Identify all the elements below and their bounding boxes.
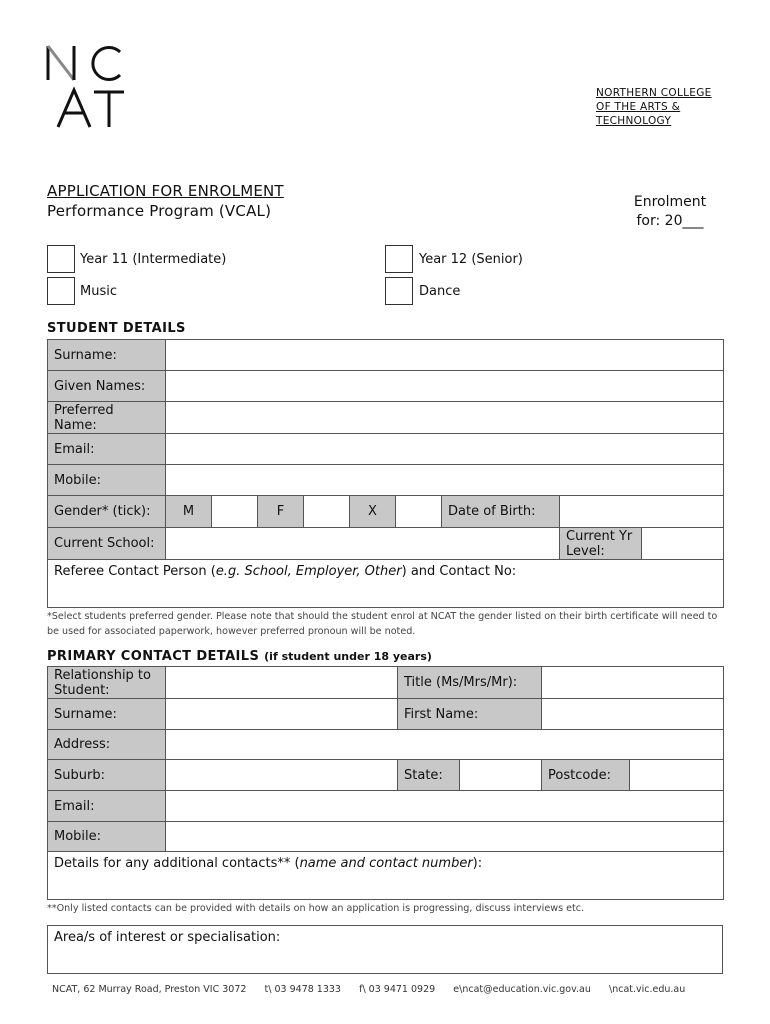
gender-x-box[interactable]	[396, 496, 442, 528]
form-title	[47, 182, 284, 222]
form-title-main: APPLICATION FOR ENROLMENT	[47, 182, 284, 200]
referee-label-end: ) and Contact No:	[401, 564, 517, 579]
current-level-label: Current Yr Level:	[560, 528, 642, 560]
contact-mobile-field[interactable]	[166, 822, 724, 852]
footer-email[interactable]: e\ncat@education.vic.gov.au	[453, 984, 591, 995]
footer-web[interactable]: \ncat.vic.edu.au	[609, 984, 686, 995]
additional-contacts-label-start: Details for any additional contacts** (	[54, 856, 300, 871]
surname-label: Surname:	[48, 340, 166, 371]
referee-label-italic: e.g. School, Employer, Other	[215, 564, 402, 579]
given-names-field[interactable]	[166, 371, 724, 402]
relationship-label: Relationship to Student:	[48, 667, 166, 699]
additional-contacts-label-italic: name and contact number	[299, 856, 473, 871]
year11-checkbox[interactable]	[47, 245, 75, 273]
address-label: Address:	[48, 730, 166, 760]
suburb-label: Suburb:	[48, 760, 166, 791]
gender-f-box[interactable]	[304, 496, 350, 528]
current-school-field[interactable]	[166, 528, 560, 560]
gender-m-label: M	[166, 496, 212, 528]
state-label: State:	[398, 760, 460, 791]
college-line-2: OF THE ARTS &	[596, 101, 681, 113]
preferred-name-label: Preferred Name:	[48, 402, 166, 434]
footer-phone: t\ 03 9478 1333	[264, 984, 341, 995]
relationship-field[interactable]	[166, 667, 398, 699]
primary-contact-heading-main: PRIMARY CONTACT DETAILS	[47, 649, 260, 664]
postcode-field[interactable]	[630, 760, 724, 791]
interest-table	[47, 925, 723, 974]
contact-surname-label: Surname:	[48, 699, 166, 730]
given-names-label: Given Names:	[48, 371, 166, 402]
student-details-heading: STUDENT DETAILS	[47, 321, 186, 336]
music-checkbox[interactable]	[47, 277, 75, 305]
dob-field[interactable]	[560, 496, 724, 528]
surname-field[interactable]	[166, 340, 724, 371]
email-field[interactable]	[166, 434, 724, 465]
email-label: Email:	[48, 434, 166, 465]
year11-label: Year 11 (Intermediate)	[80, 252, 227, 267]
college-line-1: NORTHERN COLLEGE	[596, 87, 712, 99]
footer	[52, 984, 685, 995]
postcode-label: Postcode:	[542, 760, 630, 791]
college-name	[596, 86, 712, 128]
contact-surname-field[interactable]	[166, 699, 398, 730]
primary-contact-table	[47, 666, 724, 900]
dance-checkbox[interactable]	[385, 277, 413, 305]
referee-label-start: Referee Contact Person (	[54, 564, 216, 579]
enrolment-year	[610, 193, 730, 231]
additional-contacts-field[interactable]	[48, 852, 724, 900]
gender-f-label: F	[258, 496, 304, 528]
contact-email-label: Email:	[48, 791, 166, 822]
gender-label: Gender* (tick):	[48, 496, 166, 528]
interest-label: Area/s of interest or specialisation:	[54, 930, 281, 945]
ncat-logo	[44, 38, 134, 130]
enrolment-line-2[interactable]: for: 20___	[636, 213, 704, 229]
contacts-note: **Only listed contacts can be provided with details on how an application is progressing, discuss interviews etc.	[47, 903, 585, 914]
mobile-field[interactable]	[166, 465, 724, 496]
year12-checkbox[interactable]	[385, 245, 413, 273]
interest-field[interactable]	[48, 926, 723, 974]
footer-address: NCAT, 62 Murray Road, Preston VIC 3072	[52, 984, 247, 995]
current-school-label: Current School:	[48, 528, 166, 560]
preferred-name-field[interactable]	[166, 402, 724, 434]
contact-title-label: Title (Ms/Mrs/Mr):	[398, 667, 542, 699]
college-line-3: TECHNOLOGY	[596, 115, 672, 127]
contact-title-field[interactable]	[542, 667, 724, 699]
suburb-field[interactable]	[166, 760, 398, 791]
gender-x-label: X	[350, 496, 396, 528]
form-subtitle: Performance Program (VCAL)	[47, 202, 272, 220]
dob-label: Date of Birth:	[442, 496, 560, 528]
year12-label: Year 12 (Senior)	[419, 252, 523, 267]
music-label: Music	[80, 284, 117, 299]
primary-contact-heading-note: (if student under 18 years)	[264, 650, 432, 663]
enrolment-line-1: Enrolment	[633, 194, 707, 210]
contact-mobile-label: Mobile:	[48, 822, 166, 852]
student-details-table	[47, 339, 724, 608]
address-field[interactable]	[166, 730, 724, 760]
dance-label: Dance	[419, 284, 461, 299]
primary-contact-heading	[47, 649, 432, 664]
gender-note: *Select students preferred gender. Please note that should the student enrol at NCAT the gender listed on their birth certificate will need to be used for associated paperwork, however preferred pronoun will be noted.	[47, 611, 718, 637]
gender-m-box[interactable]	[212, 496, 258, 528]
additional-contacts-label-end: ):	[472, 856, 483, 871]
first-name-label: First Name:	[398, 699, 542, 730]
footer-fax: f\ 03 9471 0929	[359, 984, 436, 995]
mobile-label: Mobile:	[48, 465, 166, 496]
state-field[interactable]	[460, 760, 542, 791]
current-level-field[interactable]	[642, 528, 724, 560]
referee-field[interactable]	[48, 560, 724, 608]
contact-email-field[interactable]	[166, 791, 724, 822]
first-name-field[interactable]	[542, 699, 724, 730]
